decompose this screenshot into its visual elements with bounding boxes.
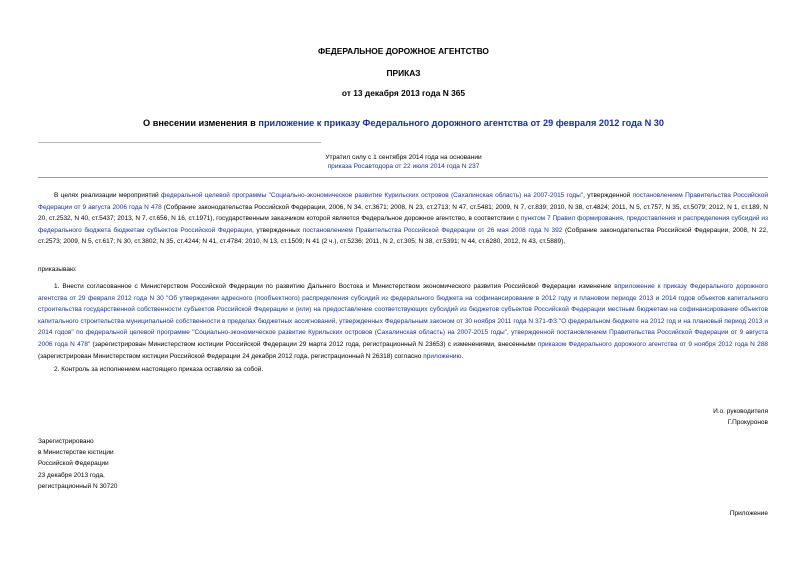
signature-position: И.о. руководителя xyxy=(713,408,768,415)
preamble-text-3: (Собрание законодательства Российской Федерации, 2006, N 34, ст.3671; 2008, N 23, ст.2713; N 47, ст.5481; 2009, N 7, ст.839; 2010, N 38, ст.4824; 2011, N 5, ст.757, N 35, ст.5079; 2012, N 1, ст.189, N 20, ст.2532, N 40, ст.5437; 2013, N 7, ст.656, N 16, ст.1971), государственным заказчиком которой является Федеральное дорожное агентство, в соответствии с xyxy=(38,203,768,223)
item1-text-2: (зарегистрирован Министерством юстиции Российской Федерации 29 марта 2012 года, регистрационный N 23653) с изменениями, внесенными xyxy=(90,340,538,348)
appendix-order-link[interactable]: вприложение к приказу Федерального дорожного агентства от 29 февраля 2012 года N 30 "Об утверждении адресного (пообъектного) распределения субсидий из федерального бюджета на софинансирование в 2012 году и плановом периоде 2013 и 2014 годов объектов капитального строительства государственной собственности субъектов Российской Федерации и (или) на предоставление соответствующих субсидий из бюджетов субъектов Российской Федерации местным бюджетам на софинансирование объектов капитального строительства муниципальной собственности в пределах бюджетных ассигнований, утвержденных Федеральным законом от 30 ноября 2011 года N 371-ФЗ "О федеральном бюджете на 2012 год и на плановый период 2013 и 2014 годов" по федеральной целевой программе "Социально-экономическое развитие Курильских островов (Сахалинская область) на 2007-2015 годы", утвержденной постановлением Правительства Российской Федерации от 9 августа 2006 года N 478" xyxy=(38,283,768,348)
registration-line: регистрационный N 30720 xyxy=(38,482,118,490)
item2-paragraph: 2. Контроль за исполнением настоящего приказа оставляю за собой. xyxy=(54,366,264,373)
title-link[interactable]: приложение к приказу Федерального дорожного агентства от 29 февраля 2012 года N 30 xyxy=(258,118,664,128)
status-note xyxy=(0,153,807,171)
order-288-link[interactable]: приказом Федерального дорожного агентства от 9 ноября 2012 года N 288 xyxy=(537,340,768,348)
item1-paragraph xyxy=(38,281,768,362)
divider-short xyxy=(38,142,321,143)
registration-block xyxy=(38,436,118,492)
order-word: приказываю: xyxy=(38,266,77,273)
appendix-link[interactable]: приложению xyxy=(423,352,462,360)
registration-line: 23 декабря 2013 года, xyxy=(38,471,105,479)
signature-block xyxy=(713,406,768,428)
program-link[interactable]: федеральной целевой программы "Социально-экономическое развитие Курильских островов (Сахалинская область) на 2007-2015 годы" xyxy=(161,192,584,199)
registration-line: в Министерстве юстиции xyxy=(38,449,114,457)
status-note-line1: Утратил силу с 1 сентября 2014 года на основании xyxy=(325,154,482,161)
status-note-link[interactable]: приказа Росавтодора от 22 июля 2014 года N 237 xyxy=(327,163,480,170)
preamble-text-5: (Собрание законодательства Российской Федерации, 2008, N 22, ст.2573; 2009, N 5, ст.617; N 30, ст.3802; N 35, ст.4244; N 41, ст.4784; 2010, N 13, ст.1509; N 41 (2 ч.), ст.5236; 2011, N 2, ст.305; N 38, ст.5391; N 44, ст.6280, 2012, N 43, ст.5889), xyxy=(38,226,768,246)
item1-text-1: 1. Внести согласованное с Министерством Российской Федерации по развитию Дальнего Востока и Министерством экономического развития Российской Федерации изменение xyxy=(54,283,615,290)
page-title xyxy=(0,118,807,128)
doc-type: ПРИКАЗ xyxy=(386,68,421,78)
decree-478-link[interactable]: постановлением Правительства Российской Федерации от 9 августа 2006 года N 478 xyxy=(38,192,769,211)
preamble-text-4: , утвержденных xyxy=(251,226,303,234)
rules-item7-link[interactable]: пунктом 7 Правил формирования, предоставления и распределения субсидий из федерального бюджета бюджетам субъектов Российской Федерации xyxy=(38,215,768,234)
appendix-label: Приложение xyxy=(729,510,768,517)
preamble-text-1: В целях реализации мероприятий xyxy=(54,192,162,199)
item1-text-4: . xyxy=(461,352,464,360)
registration-line: Зарегистрировано xyxy=(38,438,94,445)
title-prefix: О внесении изменения в xyxy=(143,118,259,128)
agency-name: ФЕДЕРАЛЬНОЕ ДОРОЖНОЕ АГЕНТСТВО xyxy=(318,46,489,56)
registration-line: Российской Федерации xyxy=(38,460,109,468)
decree-392-link[interactable]: постановлением Правительства Российской Федерации от 26 мая 2008 года N 392 xyxy=(302,226,563,234)
doc-date-number: от 13 декабря 2013 года N 365 xyxy=(341,88,466,98)
item1-text-3: (зарегистрирован Министерством юстиции Российской Федерации 24 декабря 2012 года, регистрационный N 26318) согласно xyxy=(38,352,424,360)
preamble-paragraph xyxy=(38,190,768,248)
divider-full xyxy=(38,177,768,178)
signature-name: Г.Прокуронов xyxy=(727,419,768,426)
preamble-text-2: , утвержденной xyxy=(583,192,633,199)
